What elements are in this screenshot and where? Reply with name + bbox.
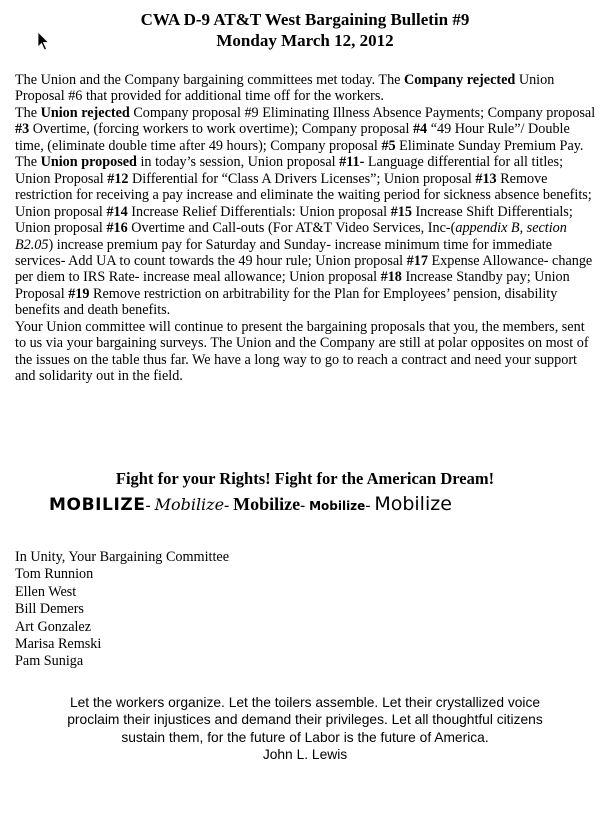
closing-quote	[0, 694, 610, 763]
mobilize-word-5: Mobilize	[374, 493, 452, 515]
bulletin-date: Monday March 12, 2012	[216, 31, 394, 50]
bold-text-run: #11-	[339, 154, 365, 171]
bold-text-run: #12	[107, 170, 129, 187]
committee-member: Tom Runnion	[15, 566, 94, 583]
quote-line: sustain them, for the future of Labor is the future of America.	[121, 729, 489, 745]
mobilize-word-2: Mobilize	[154, 495, 225, 514]
bold-text-run: Union rejected	[40, 104, 130, 121]
text-run: Overtime, (forcing workers to work overtime); Company proposal	[29, 121, 413, 138]
signoff-intro: In Unity, Your Bargaining Committee	[15, 549, 229, 565]
signature-block	[15, 549, 229, 671]
mobilize-dash: -	[300, 498, 306, 514]
bold-text-run: #5	[381, 137, 396, 154]
quote-line: proclaim their injustices and demand their privileges. Let all thoughtful citizens	[67, 712, 543, 728]
bulletin-body	[15, 72, 599, 385]
bold-text-run: #18	[380, 269, 402, 286]
paragraph-union-proposed	[15, 154, 599, 319]
text-run: Increase Standby pay; Union Proposal	[15, 269, 570, 302]
bold-text-run: Union proposed	[40, 154, 137, 171]
text-run: Differential for “Class A Drivers Licenses”; Union proposal	[128, 170, 476, 187]
bold-text-run: #3	[15, 121, 30, 138]
fight-slogan: Fight for your Rights! Fight for the American Dream!	[115, 469, 495, 488]
text-run: Eliminate Sunday Premium Pay.	[395, 137, 584, 154]
italic-text-run: appendix B, section B2.05	[15, 220, 567, 253]
text-run: ) increase premium pay for Saturday and Sunday- increase minimum time for immediate services- Add UA to count towards the 49 hour rule; Union proposal	[15, 236, 552, 269]
committee-member: Art Gonzalez	[15, 618, 92, 635]
bulletin-title: CWA D-9 AT&T West Bargaining Bulletin #9	[140, 10, 470, 29]
text-run: Company proposal #9 Eliminating Illness Absence Payments; Company proposal	[129, 104, 596, 121]
bold-text-run: #19	[68, 285, 90, 302]
mobilize-banner	[49, 491, 609, 519]
bold-text-run: #16	[106, 220, 128, 237]
text-run: Union Proposal #6 that provided for additional time off for the workers.	[15, 72, 555, 105]
text-run: Increase Relief Differentials: Union proposal	[127, 203, 391, 220]
mobilize-dash: -	[224, 498, 230, 514]
text-run: “49 Hour Rule”/ Double time, (eliminate double time after 49 hours); Company proposal	[15, 121, 570, 154]
text-run: in today’s session, Union proposal	[136, 154, 340, 171]
text-run: Increase Shift Differentials; Union proposal	[15, 203, 573, 237]
mobilize-dash: -	[365, 498, 371, 514]
text-run: Remove restriction on arbitrability for the Plan for Employees’ pension, disability benefits and death benefits.	[15, 285, 558, 319]
paragraph-union-rejected	[15, 105, 599, 154]
bold-text-run: Company rejected	[404, 72, 516, 88]
mobilize-dash: -	[145, 498, 151, 514]
mouse-cursor-icon	[37, 31, 51, 51]
committee-member: Ellen West	[15, 583, 77, 600]
text-run: The Union and the Company bargaining committees met today. The	[15, 72, 405, 88]
paragraph-committee-statement	[15, 319, 599, 385]
mobilize-word-1: MOBILIZE	[49, 495, 146, 515]
mobilize-word-4: Mobilize	[309, 499, 366, 513]
mobilize-word-3: Mobilize	[233, 494, 301, 514]
text-run: Your Union committee will continue to present the bargaining proposals that you, the members, sent to us via your bargaining surveys. The Union and the Company are still at polar opposites on most of the issues on the table thus far. We have a long way to go to reach a contract and need your support and solidarity out in the field.	[15, 318, 589, 385]
text-run: The	[15, 104, 41, 121]
text-run: Remove restriction for receiving a pay increase and eliminate the waiting period for sickness absence benefits; Union proposal	[15, 170, 592, 220]
bold-text-run: #13	[475, 170, 497, 187]
text-run: The	[15, 154, 41, 171]
quote-author: John L. Lewis	[262, 746, 348, 762]
quote-line: Let the workers organize. Let the toilers assemble. Let their crystallized voice	[69, 695, 541, 710]
committee-member: Bill Demers	[15, 601, 84, 618]
committee-member: Marisa Remski	[15, 636, 102, 653]
text-run: Language differential for all titles; Union Proposal	[15, 154, 564, 187]
bold-text-run: #4	[412, 121, 428, 138]
paragraph-company-rejected	[15, 72, 599, 105]
text-run: Overtime and Call-outs (For AT&T Video Services, Inc-(	[127, 220, 456, 237]
text-run: Expense Allowance- change per diem to IRS Rate- increase meal allowance; Union proposal	[15, 252, 593, 286]
bold-text-run: #14	[106, 203, 128, 220]
bold-text-run: #15	[390, 203, 412, 220]
committee-member: Pam Suniga	[15, 653, 84, 670]
bold-text-run: #17	[406, 252, 428, 269]
